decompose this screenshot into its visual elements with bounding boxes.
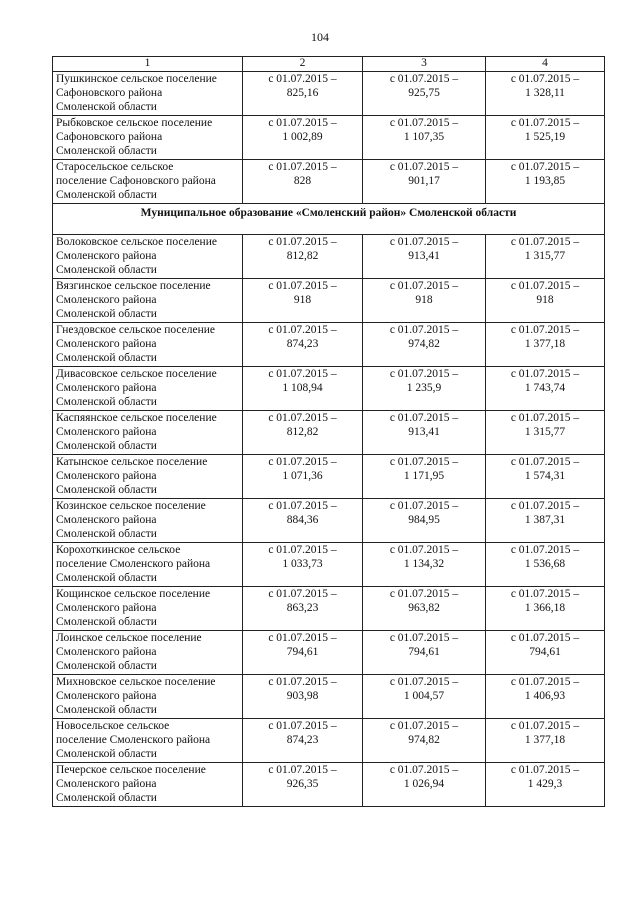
tariff-value: 903,98 (286, 690, 319, 703)
table-row (53, 455, 605, 499)
tariff-value: 974,82 (408, 338, 440, 351)
settlement-name-line: Смоленской области (56, 528, 157, 541)
tariff-value: 1 004,57 (403, 690, 445, 703)
table-row (53, 719, 605, 763)
settlement-name-line: поселение Сафоновского района (56, 175, 216, 188)
tariff-value: 1 315,77 (524, 250, 566, 263)
table-row (53, 279, 605, 323)
tariff-cell-c2 (243, 411, 363, 455)
settlement-name (53, 763, 243, 807)
tariff-date: с 01.07.2015 – (268, 73, 337, 85)
tariff-date: с 01.07.2015 – (268, 764, 337, 776)
tariff-cell-c3 (363, 719, 486, 763)
table-header-row (53, 57, 605, 72)
tariff-value: 1 071,36 (282, 470, 323, 483)
table-row (53, 675, 605, 719)
table-row (53, 323, 605, 367)
tariff-cell-c3 (363, 455, 486, 499)
table-row (53, 367, 605, 411)
table-row (53, 543, 605, 587)
tariff-value: 884,36 (286, 514, 319, 527)
settlement-name-line: Смоленской области (56, 396, 157, 409)
tariff-value: 1 107,35 (403, 131, 445, 144)
tariff-date: с 01.07.2015 – (268, 544, 337, 556)
settlement-name-line: Смоленского района (56, 250, 157, 263)
tariff-date: с 01.07.2015 – (268, 412, 337, 424)
tariff-value: 1 108,94 (282, 382, 323, 395)
tariff-value: 1 429,3 (527, 778, 563, 791)
settlement-name-line: Смоленского района (56, 646, 157, 659)
tariff-date: с 01.07.2015 – (510, 456, 580, 468)
tariff-cell-c3 (363, 675, 486, 719)
tariff-date: с 01.07.2015 – (268, 161, 337, 173)
tariff-cell-c3 (363, 160, 486, 204)
tariff-date: с 01.07.2015 – (389, 764, 459, 776)
tariff-cell-c4 (486, 323, 605, 367)
settlement-name-line: Смоленской области (56, 440, 157, 453)
settlement-name-line: Старосельское сельское (56, 161, 174, 173)
settlement-name (53, 631, 243, 675)
tariff-value: 1 193,85 (524, 175, 566, 188)
tariff-date: с 01.07.2015 – (510, 73, 580, 85)
tariff-value: 1 235,9 (406, 382, 442, 395)
tariff-date: с 01.07.2015 – (510, 161, 580, 173)
tariff-date: с 01.07.2015 – (389, 117, 459, 129)
settlement-name (53, 543, 243, 587)
settlement-name-line: Козинское сельское поселение (56, 500, 206, 512)
tariff-cell-c3 (363, 631, 486, 675)
settlement-name-line: Михновское сельское поселение (56, 676, 216, 688)
settlement-name (53, 116, 243, 160)
tariff-date: с 01.07.2015 – (268, 368, 337, 380)
tariff-date: с 01.07.2015 – (510, 117, 580, 129)
tariff-cell-c3 (363, 499, 486, 543)
tariff-cell-c4 (486, 719, 605, 763)
settlement-name-line: Смоленского района (56, 426, 157, 439)
settlement-name-line: Лоинское сельское поселение (56, 632, 202, 644)
settlement-name-line: Сафоновского района (56, 131, 163, 144)
settlement-name-line: Рыбковское сельское поселение (56, 117, 213, 129)
table-row (53, 499, 605, 543)
tariff-date: с 01.07.2015 – (510, 324, 580, 336)
tariff-date: с 01.07.2015 – (510, 764, 580, 776)
settlement-name-line: Дивасовское сельское поселение (56, 368, 217, 380)
tariff-date: с 01.07.2015 – (510, 368, 580, 380)
settlement-name-line: Гнездовское сельское поселение (56, 324, 215, 336)
tariff-date: с 01.07.2015 – (389, 73, 459, 85)
tariff-cell-c3 (363, 411, 486, 455)
settlement-name-line: Смоленского района (56, 470, 157, 483)
tariff-date: с 01.07.2015 – (268, 720, 337, 732)
tariff-cell-c2 (243, 455, 363, 499)
settlement-name-line: Вязгинское сельское поселение (56, 280, 211, 292)
tariff-date: с 01.07.2015 – (268, 500, 337, 512)
tariff-date: с 01.07.2015 – (510, 544, 580, 556)
tariff-value: 1 315,77 (524, 426, 566, 439)
tariff-value: 794,61 (408, 646, 440, 659)
tariff-cell-c3 (363, 367, 486, 411)
tariff-date: с 01.07.2015 – (510, 676, 580, 688)
tariff-value: 1 328,11 (525, 87, 565, 100)
tariff-date: с 01.07.2015 – (389, 588, 459, 600)
tariff-cell-c4 (486, 763, 605, 807)
tariff-cell-c4 (486, 675, 605, 719)
settlement-name (53, 160, 243, 204)
tariff-cell-c4 (486, 116, 605, 160)
tariff-value: 863,23 (286, 602, 319, 615)
settlement-name-line: Сафоновского района (56, 87, 163, 100)
settlement-name (53, 719, 243, 763)
tariff-value: 812,82 (286, 250, 319, 263)
tariff-cell-c3 (363, 279, 486, 323)
tariff-date: с 01.07.2015 – (510, 412, 580, 424)
settlement-name-line: Каспяянское сельское поселение (56, 412, 217, 424)
tariff-cell-c2 (243, 323, 363, 367)
tariff-cell-c2 (243, 279, 363, 323)
tariff-cell-c3 (363, 235, 486, 279)
tariff-cell-c2 (243, 235, 363, 279)
table-row (53, 235, 605, 279)
tariff-value: 984,95 (408, 514, 440, 527)
settlement-name-line: Печерское сельское поселение (56, 764, 206, 776)
table-row (53, 72, 605, 116)
settlement-name-line: Смоленской области (56, 264, 157, 277)
tariff-date: с 01.07.2015 – (389, 161, 459, 173)
tariff-value: 794,61 (529, 646, 561, 659)
column-header: 2 (243, 57, 363, 72)
tariff-date: с 01.07.2015 – (389, 500, 459, 512)
tariff-cell-c3 (363, 323, 486, 367)
settlement-name (53, 72, 243, 116)
tariff-cell-c4 (486, 543, 605, 587)
tariff-value: 918 (293, 294, 312, 307)
settlement-name-line: Смоленской области (56, 792, 157, 805)
tariff-value: 963,82 (408, 602, 440, 615)
tariff-cell-c3 (363, 116, 486, 160)
column-header: 3 (363, 57, 486, 72)
tariff-cell-c4 (486, 367, 605, 411)
settlement-name-line: Смоленского района (56, 382, 157, 395)
tariff-date: с 01.07.2015 – (389, 720, 459, 732)
settlement-name (53, 499, 243, 543)
tariff-cell-c2 (243, 675, 363, 719)
tariff-date: с 01.07.2015 – (510, 280, 580, 292)
tariff-value: 874,23 (286, 734, 319, 747)
settlement-name (53, 323, 243, 367)
tariff-date: с 01.07.2015 – (268, 632, 337, 644)
settlement-name (53, 675, 243, 719)
tariff-cell-c2 (243, 543, 363, 587)
tariff-value: 925,75 (408, 87, 440, 100)
table-row (53, 763, 605, 807)
tariff-cell-c4 (486, 499, 605, 543)
settlement-name-line: Смоленского района (56, 778, 157, 791)
settlement-name-line: Новосельское сельское (56, 720, 170, 732)
tariff-value: 874,23 (286, 338, 319, 351)
settlement-name-line: Смоленской области (56, 704, 157, 717)
settlement-name-line: Смоленского района (56, 690, 157, 703)
tariff-date: с 01.07.2015 – (510, 632, 580, 644)
tariff-cell-c2 (243, 367, 363, 411)
tariff-value: 913,41 (408, 426, 440, 439)
tariff-value: 1 171,95 (403, 470, 445, 483)
tariff-value: 794,61 (286, 646, 319, 659)
settlement-name-line: Смоленской области (56, 572, 157, 585)
tariff-cell-c3 (363, 587, 486, 631)
tariff-value: 812,82 (286, 426, 319, 439)
tariff-date: с 01.07.2015 – (510, 500, 580, 512)
tariff-value: 1 406,93 (524, 690, 566, 703)
tariff-date: с 01.07.2015 – (389, 412, 459, 424)
settlement-name-line: Смоленской области (56, 308, 157, 321)
tariff-date: с 01.07.2015 – (389, 632, 459, 644)
tariff-cell-c2 (243, 763, 363, 807)
tariff-cell-c4 (486, 631, 605, 675)
tariff-value: 1 366,18 (524, 602, 566, 615)
tariff-cell-c3 (363, 763, 486, 807)
tariff-value: 974,82 (408, 734, 440, 747)
settlement-name (53, 455, 243, 499)
tariff-cell-c4 (486, 279, 605, 323)
settlement-name-line: Смоленской области (56, 189, 157, 202)
tariff-cell-c2 (243, 631, 363, 675)
settlement-name-line: Катынское сельское поселение (56, 456, 208, 468)
tariff-cell-c2 (243, 160, 363, 204)
tariff-value: 1 377,18 (524, 734, 566, 747)
settlement-name-line: Смоленского района (56, 294, 157, 307)
tariff-value: 825,16 (286, 87, 319, 100)
tariff-cell-c4 (486, 411, 605, 455)
tariff-date: с 01.07.2015 – (510, 588, 580, 600)
settlement-name-line: Смоленской области (56, 484, 157, 497)
tariff-date: с 01.07.2015 – (389, 324, 459, 336)
section-title: Муниципальное образование «Смоленский район» Смоленской области (53, 204, 605, 235)
column-header: 1 (53, 57, 243, 72)
tariff-value: 1 536,68 (524, 558, 566, 571)
settlement-name (53, 587, 243, 631)
tariff-cell-c4 (486, 160, 605, 204)
table-row (53, 411, 605, 455)
tariff-date: с 01.07.2015 – (389, 368, 459, 380)
settlement-name-line: Волоковское сельское поселение (56, 236, 217, 248)
tariff-table (52, 56, 605, 807)
tariff-date: с 01.07.2015 – (510, 720, 580, 732)
settlement-name (53, 279, 243, 323)
settlement-name-line: Смоленского района (56, 602, 157, 615)
tariff-date: с 01.07.2015 – (268, 324, 337, 336)
tariff-date: с 01.07.2015 – (268, 456, 337, 468)
settlement-name-line: Смоленского района (56, 338, 157, 351)
tariff-date: с 01.07.2015 – (268, 676, 337, 688)
tariff-value: 1 525,19 (524, 131, 566, 144)
tariff-date: с 01.07.2015 – (510, 236, 580, 248)
tariff-value: 918 (415, 294, 433, 307)
tariff-value: 1 743,74 (524, 382, 566, 395)
tariff-date: с 01.07.2015 – (268, 236, 337, 248)
table-row (53, 116, 605, 160)
tariff-cell-c2 (243, 499, 363, 543)
tariff-value: 1 026,94 (403, 778, 445, 791)
settlement-name-line: Пушкинское сельское поселение (56, 73, 217, 85)
settlement-name (53, 411, 243, 455)
settlement-name-line: Кощинское сельское поселение (56, 588, 211, 600)
page-number: 104 (311, 30, 329, 44)
settlement-name-line: Смоленской области (56, 748, 157, 761)
tariff-cell-c2 (243, 587, 363, 631)
tariff-value: 1 574,31 (524, 470, 566, 483)
settlement-name-line: Корохоткинское сельское (56, 544, 181, 556)
tariff-value: 901,17 (408, 175, 440, 188)
tariff-date: с 01.07.2015 – (268, 588, 337, 600)
tariff-date: с 01.07.2015 – (389, 236, 459, 248)
tariff-value: 1 377,18 (524, 338, 566, 351)
table-row (53, 631, 605, 675)
tariff-value: 828 (293, 175, 312, 188)
settlement-name (53, 367, 243, 411)
tariff-value: 913,41 (408, 250, 440, 263)
settlement-name-line: Смоленской области (56, 145, 157, 158)
settlement-name-line: Смоленского района (56, 514, 157, 527)
tariff-cell-c4 (486, 72, 605, 116)
settlement-name-line: Смоленской области (56, 660, 157, 673)
settlement-name-line: поселение Смоленского района (56, 558, 211, 571)
tariff-cell-c3 (363, 543, 486, 587)
settlement-name-line: Смоленской области (56, 352, 157, 365)
tariff-value: 1 002,89 (282, 131, 323, 144)
tariff-value: 1 134,32 (403, 558, 445, 571)
tariff-cell-c4 (486, 235, 605, 279)
tariff-date: с 01.07.2015 – (268, 117, 337, 129)
tariff-date: с 01.07.2015 – (389, 544, 459, 556)
tariff-value: 926,35 (286, 778, 319, 791)
tariff-cell-c2 (243, 72, 363, 116)
settlement-name-line: Смоленской области (56, 616, 157, 629)
table-row (53, 587, 605, 631)
column-header: 4 (486, 57, 605, 72)
tariff-date: с 01.07.2015 – (268, 280, 337, 292)
tariff-value: 918 (536, 294, 554, 307)
settlement-name-line: Смоленской области (56, 101, 157, 114)
tariff-value: 1 033,73 (282, 558, 323, 571)
tariff-value: 1 387,31 (524, 514, 566, 527)
settlement-name (53, 235, 243, 279)
tariff-cell-c2 (243, 116, 363, 160)
tariff-cell-c4 (486, 455, 605, 499)
table-row (53, 160, 605, 204)
tariff-cell-c2 (243, 719, 363, 763)
tariff-date: с 01.07.2015 – (389, 676, 459, 688)
tariff-cell-c3 (363, 72, 486, 116)
section-row (53, 204, 605, 235)
settlement-name-line: поселение Смоленского района (56, 734, 211, 747)
tariff-cell-c4 (486, 587, 605, 631)
tariff-date: с 01.07.2015 – (389, 280, 459, 292)
tariff-date: с 01.07.2015 – (389, 456, 459, 468)
